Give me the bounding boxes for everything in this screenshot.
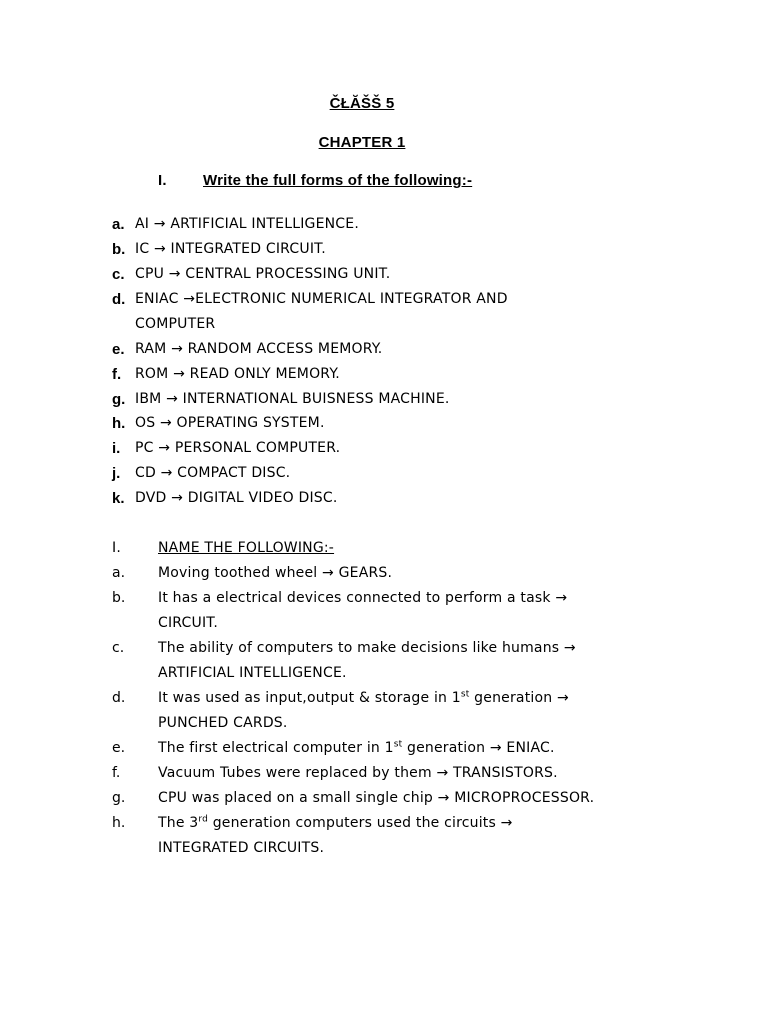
item-letter: d.	[112, 690, 126, 706]
item-letter: f.	[112, 366, 122, 383]
item-letter: k.	[112, 490, 125, 507]
item-letter: f.	[112, 765, 121, 781]
section1-title: Write the full forms of the following:-	[203, 172, 473, 189]
item-text-part: generation → ENIAC.	[402, 740, 555, 756]
item-letter: b.	[112, 590, 126, 606]
item-letter: c.	[112, 266, 125, 283]
item-letter: i.	[112, 440, 121, 457]
ordinal-suffix: rd	[198, 814, 209, 825]
ordinal-suffix: st	[393, 739, 403, 750]
class-heading: ČŁĂŠŠ 5	[329, 95, 395, 112]
item-letter: h.	[112, 815, 126, 831]
item-letter: c.	[112, 640, 125, 656]
item-text: DVD → DIGITAL VIDEO DISC.	[135, 490, 338, 506]
item-letter: e.	[112, 740, 126, 756]
item-text-continued: ARTIFICIAL INTELLIGENCE.	[158, 665, 347, 681]
item-text	[158, 740, 555, 756]
item-letter: g.	[112, 790, 126, 806]
item-text: IC → INTEGRATED CIRCUIT.	[135, 241, 326, 257]
item-text: Moving toothed wheel → GEARS.	[158, 565, 393, 581]
item-letter: d.	[112, 291, 126, 308]
item-text: CPU was placed on a small single chip → MICROPROCESSOR.	[158, 790, 595, 806]
item-text: PC → PERSONAL COMPUTER.	[135, 440, 341, 456]
item-text-part: generation computers used the circuits →	[208, 815, 513, 831]
item-letter: e.	[112, 341, 125, 358]
item-text: ENIAC →ELECTRONIC NUMERICAL INTEGRATOR AND	[135, 291, 508, 307]
item-text-part: The first electrical computer in 1	[158, 740, 394, 756]
chapter-heading: CHAPTER 1	[318, 134, 406, 151]
item-letter: g.	[112, 391, 126, 408]
item-text-continued: COMPUTER	[135, 316, 216, 332]
item-text: CPU → CENTRAL PROCESSING UNIT.	[135, 266, 391, 282]
item-text: OS → OPERATING SYSTEM.	[135, 415, 325, 431]
item-letter: b.	[112, 241, 126, 258]
section1-number: I.	[158, 172, 167, 189]
item-letter: a.	[112, 565, 126, 581]
item-text-part: The 3	[158, 815, 199, 831]
item-text: RAM → RANDOM ACCESS MEMORY.	[135, 341, 383, 357]
item-text: Vacuum Tubes were replaced by them → TRANSISTORS.	[158, 765, 558, 781]
item-text-continued: INTEGRATED CIRCUITS.	[158, 840, 325, 856]
item-text: CD → COMPACT DISC.	[135, 465, 291, 481]
item-text-continued: PUNCHED CARDS.	[158, 715, 288, 731]
item-text	[158, 690, 569, 706]
item-text-part: It was used as input,output & storage in 1	[158, 690, 461, 706]
section2-number: I.	[112, 540, 121, 556]
item-text-continued: CIRCUIT.	[158, 615, 219, 631]
item-text	[158, 815, 513, 831]
item-text: ROM → READ ONLY MEMORY.	[135, 366, 340, 382]
section2-title: NAME THE FOLLOWING:-	[158, 540, 335, 556]
item-letter: j.	[112, 465, 121, 482]
ordinal-suffix: st	[460, 689, 470, 700]
item-text-part: generation →	[469, 690, 569, 706]
item-text: The ability of computers to make decisions like humans →	[158, 640, 576, 656]
item-text: IBM → INTERNATIONAL BUISNESS MACHINE.	[135, 391, 450, 407]
item-text: It has a electrical devices connected to perform a task →	[158, 590, 568, 606]
item-text: AI → ARTIFICIAL INTELLIGENCE.	[135, 216, 359, 232]
item-letter: h.	[112, 415, 126, 432]
item-letter: a.	[112, 216, 125, 233]
